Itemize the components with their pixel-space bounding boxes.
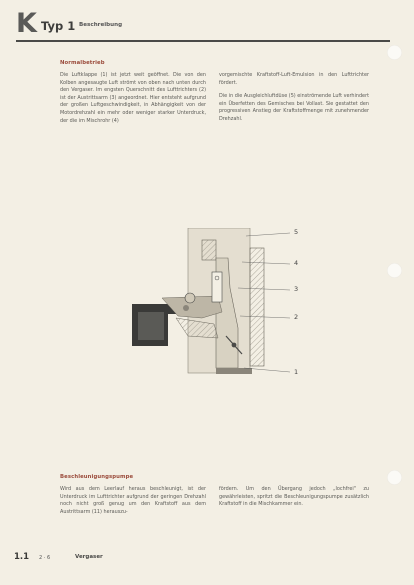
header-rule bbox=[16, 40, 390, 42]
section-label: Beschreibung bbox=[79, 22, 123, 28]
type-label: Typ 1 bbox=[41, 19, 76, 33]
chapter-letter: K bbox=[16, 8, 37, 39]
page-sub-number: 2 · 6 bbox=[39, 555, 51, 561]
chapter-title: Vergaser bbox=[75, 554, 103, 560]
normal-right-column bbox=[219, 72, 369, 129]
binder-hole-icon bbox=[387, 45, 402, 60]
carburetor-diagram bbox=[118, 228, 318, 378]
normal-paragraph: Die in die Ausgleichluftdüse (5) einströmende Luft verhindert ein Überfetten des Gemisches bei Vollast. Sie gestattet den progressiven Anstieg der Kraftstoffmenge mit zunehmender Drehzahl. bbox=[219, 93, 369, 122]
page-number: 1.1 bbox=[14, 552, 30, 562]
accel-right-column bbox=[219, 486, 369, 514]
normal-left-column bbox=[60, 72, 206, 130]
section-title-normal: Normalbetrieb bbox=[60, 60, 105, 66]
binder-hole-icon bbox=[387, 263, 402, 278]
binder-hole-icon bbox=[387, 470, 402, 485]
callout-label: 4 bbox=[294, 259, 299, 267]
normal-paragraph: vorgemischte Kraftstoff-Luft-Emulsion in den Lufttrichter fördert. bbox=[219, 72, 369, 86]
callout-label: 5 bbox=[294, 228, 299, 236]
accel-paragraph: fördern. Um den Übergang jedoch „lochfrei" zu gewährleisten, spritzt die Beschleunigungspumpe zusätzlich Kraftstoff in die Mischkammer ein. bbox=[219, 486, 369, 508]
accel-left-column bbox=[60, 486, 206, 521]
callout-label: 2 bbox=[294, 313, 299, 321]
callout-label: 1 bbox=[294, 368, 299, 376]
callout-label: 3 bbox=[294, 285, 299, 293]
accel-paragraph: Wird aus dem Leerlauf heraus beschleunigt, ist der Unterdruck im Lufttrichter aufgrund der geringen Drehzahl noch nicht groß genug um den Kraftstoff aus dem Austrittsarm (11) herauszu- bbox=[60, 486, 206, 515]
carburetor-cross-section bbox=[118, 228, 318, 378]
normal-paragraph: Die Luftklappe (1) ist jetzt weit geöffnet. Die von den Kolben angesaugte Luft strömt von oben nach unten durch den Vergaser. Im engsten Querschnitt des Lufttrichters (2) ist der Austrittsarm (3) angeordnet. Hier entsteht aufgrund der großen Luftgeschwindigkeit, in Abhängigkeit von der Motordrehzahl ein mehr oder weniger starker Unterdruck, der die im Mischrohr (4) bbox=[60, 72, 206, 124]
section-title-accel: Beschleunigungspumpe bbox=[60, 474, 134, 480]
